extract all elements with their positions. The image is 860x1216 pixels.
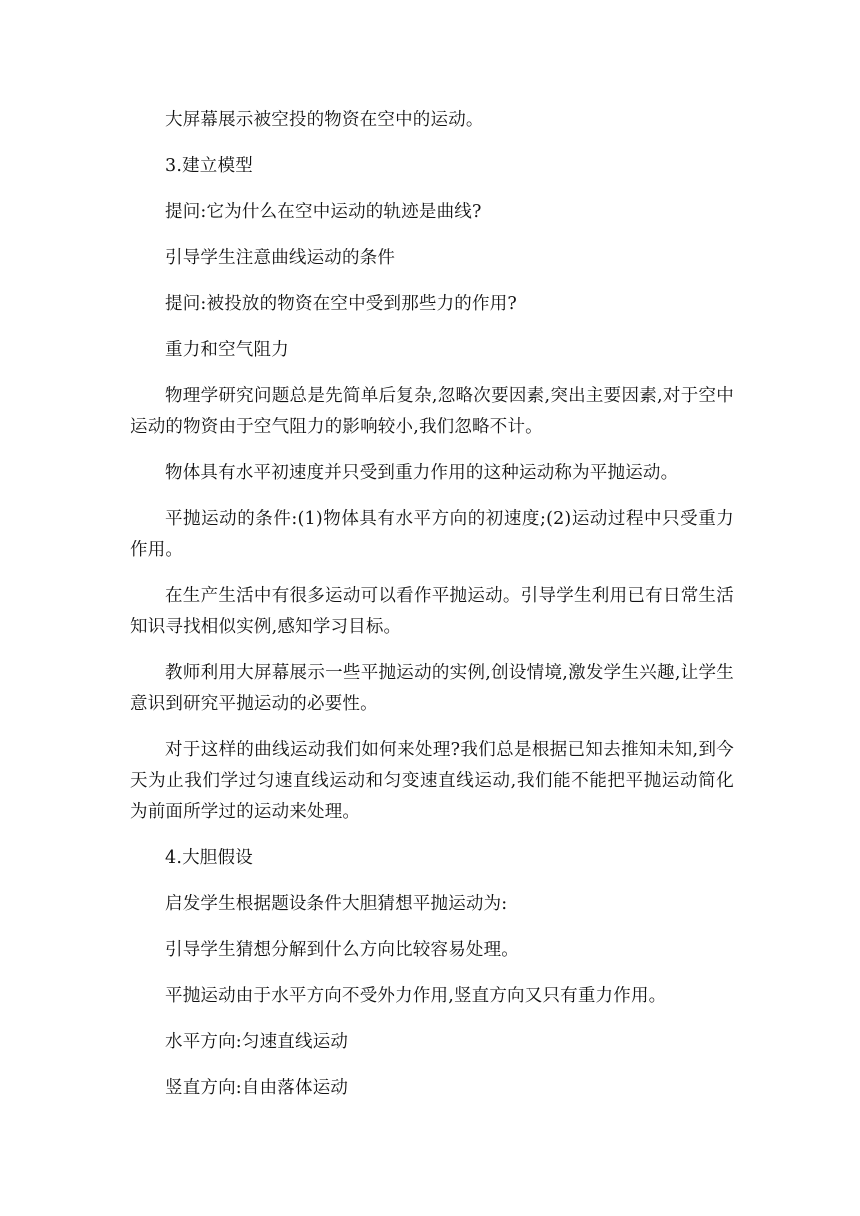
paragraph: 水平方向:匀速直线运动: [165, 1032, 349, 1052]
paragraph: 提问:被投放的物资在空中受到那些力的作用?: [165, 294, 517, 314]
paragraph: 引导学生猜想分解到什么方向比较容易处理。: [165, 940, 519, 960]
paragraph: 提问:它为什么在空中运动的轨迹是曲线?: [165, 202, 482, 222]
paragraph: 大屏幕展示被空投的物资在空中的运动。: [165, 110, 484, 130]
paragraph: 启发学生根据题设条件大胆猜想平抛运动为:: [165, 894, 508, 914]
document-body: [130, 105, 734, 1119]
paragraph: 重力和空气阻力: [165, 340, 289, 360]
paragraph: 引导学生注意曲线运动的条件: [165, 248, 396, 268]
section-heading: 3.建立模型: [165, 156, 253, 176]
paragraph: 在生产生活中有很多运动可以看作平抛运动。引导学生利用已有日常生活知识寻找相似实例,感知学习目标。: [130, 586, 734, 637]
paragraph: 平抛运动由于水平方向不受外力作用,竖直方向又只有重力作用。: [165, 986, 667, 1006]
paragraph: 竖直方向:自由落体运动: [165, 1078, 349, 1098]
paragraph: 平抛运动的条件:(1)物体具有水平方向的初速度;(2)运动过程中只受重力作用。: [130, 509, 734, 560]
paragraph: 对于这样的曲线运动我们如何来处理?我们总是根据已知去推知未知,到今天为止我们学过匀速直线运动和匀变速直线运动,我们能不能把平抛运动简化为前面所学过的运动来处理。: [130, 740, 734, 822]
paragraph: 教师利用大屏幕展示一些平抛运动的实例,创设情境,激发学生兴趣,让学生意识到研究平抛运动的必要性。: [130, 663, 734, 714]
paragraph: 物体具有水平初速度并只受到重力作用的这种运动称为平抛运动。: [165, 463, 679, 483]
section-heading: 4.大胆假设: [165, 848, 253, 868]
paragraph: 物理学研究问题总是先简单后复杂,忽略次要因素,突出主要因素,对于空中运动的物资由于空气阻力的影响较小,我们忽略不计。: [130, 386, 734, 437]
